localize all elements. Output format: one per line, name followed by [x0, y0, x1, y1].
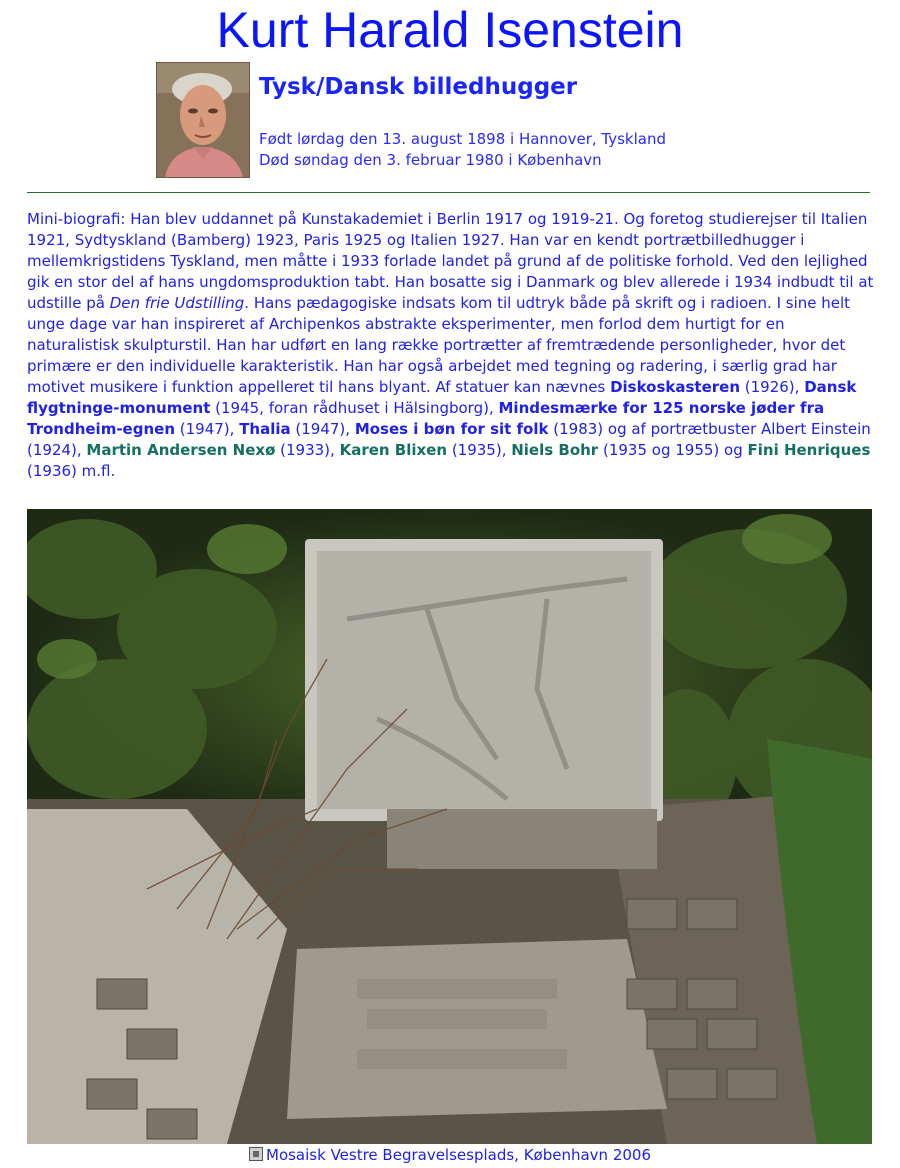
birth-date: Født lørdag den 13. august 1898 i Hannover, Tyskland	[259, 130, 667, 148]
bio-text: (1935 og 1955) og	[598, 441, 748, 459]
photo-caption	[0, 1145, 900, 1165]
death-date: Død søndag den 3. februar 1980 i København	[259, 151, 602, 169]
bio-text: (1945, foran rådhuset i Hälsingborg),	[210, 399, 499, 417]
portrait-photo	[156, 62, 250, 178]
bio-text: . Hans pædagogiske indsats kom til udtryk både på skrift og i radioen. I sine helt unge dage var han inspireret af Archipenkos abstrakte eksperimenter, men forlod dem hurtigt for en naturalistisk skulpturstil. Han har udført en lang række portrætter af fremtrædende personligheder, hvor det primære er den individuelle karakteristik. Han har også arbejdet med tegning og radering, i særlig grad har motivet musikere i funktion appelleret til hans blyant. Af statuer kan nævnes	[27, 294, 851, 396]
bio-text: (1947),	[290, 420, 355, 438]
bio-text: (1933),	[275, 441, 340, 459]
profession: Tysk/Dansk billedhugger	[259, 74, 578, 100]
work-link-thalia[interactable]: Thalia	[239, 420, 291, 438]
caption-text: Mosaisk Vestre Begravelsesplads, København 2006	[266, 1146, 651, 1164]
grave-image	[27, 509, 872, 1144]
bio-text: (1983) og af portrætbuster Albert Einstein (1924),	[27, 420, 871, 459]
page-title: Kurt Harald Isenstein	[216, 2, 684, 58]
bio-text: (1936) m.fl.	[27, 462, 116, 480]
work-link-diskoskasteren[interactable]: Diskoskasteren	[610, 378, 741, 396]
bio-text: Mini-biografi: Han blev uddannet på Kunstakademiet i Berlin 1917 og 1919-21. Og foretog studierejser til Italien 1921, Sydtyskland (Bamberg) 1923, Paris 1925 og Italien 1927. Han var en kendt portrætbilledhugger i mellemkrigstidens Tyskland, men måtte i 1933 forlade landet på grund af de politiske forhold. Ved den lejlighed gik en stor del af hans ungdomsproduktion tabt. Han bosatte sig i Danmark og blev allerede i 1934 indbudt til at udstille på	[27, 210, 874, 312]
person-link-henriques[interactable]: Fini Henriques	[747, 441, 871, 459]
work-link-moses[interactable]: Moses i bøn for sit folk	[354, 420, 549, 438]
portrait-image	[157, 63, 249, 177]
work-link-mindesmaerke[interactable]: Mindesmærke for 125 norske jøder fra Trondheim-egnen	[27, 399, 825, 438]
divider	[27, 192, 870, 193]
grave-photo	[27, 509, 872, 1144]
bio-text: (1947),	[175, 420, 240, 438]
exhibition-name: Den frie Udstilling	[109, 294, 245, 312]
person-link-blixen[interactable]: Karen Blixen	[339, 441, 448, 459]
life-dates	[259, 129, 666, 171]
work-link-flygtninge-monument[interactable]: Dansk flygtninge-monument	[27, 378, 857, 417]
person-link-bohr[interactable]: Niels Bohr	[511, 441, 599, 459]
person-link-nexo[interactable]: Martin Andersen Nexø	[86, 441, 276, 459]
bio-text: (1935),	[447, 441, 512, 459]
mini-biography	[27, 209, 875, 482]
camera-icon	[249, 1147, 263, 1161]
bio-text: (1926),	[740, 378, 805, 396]
